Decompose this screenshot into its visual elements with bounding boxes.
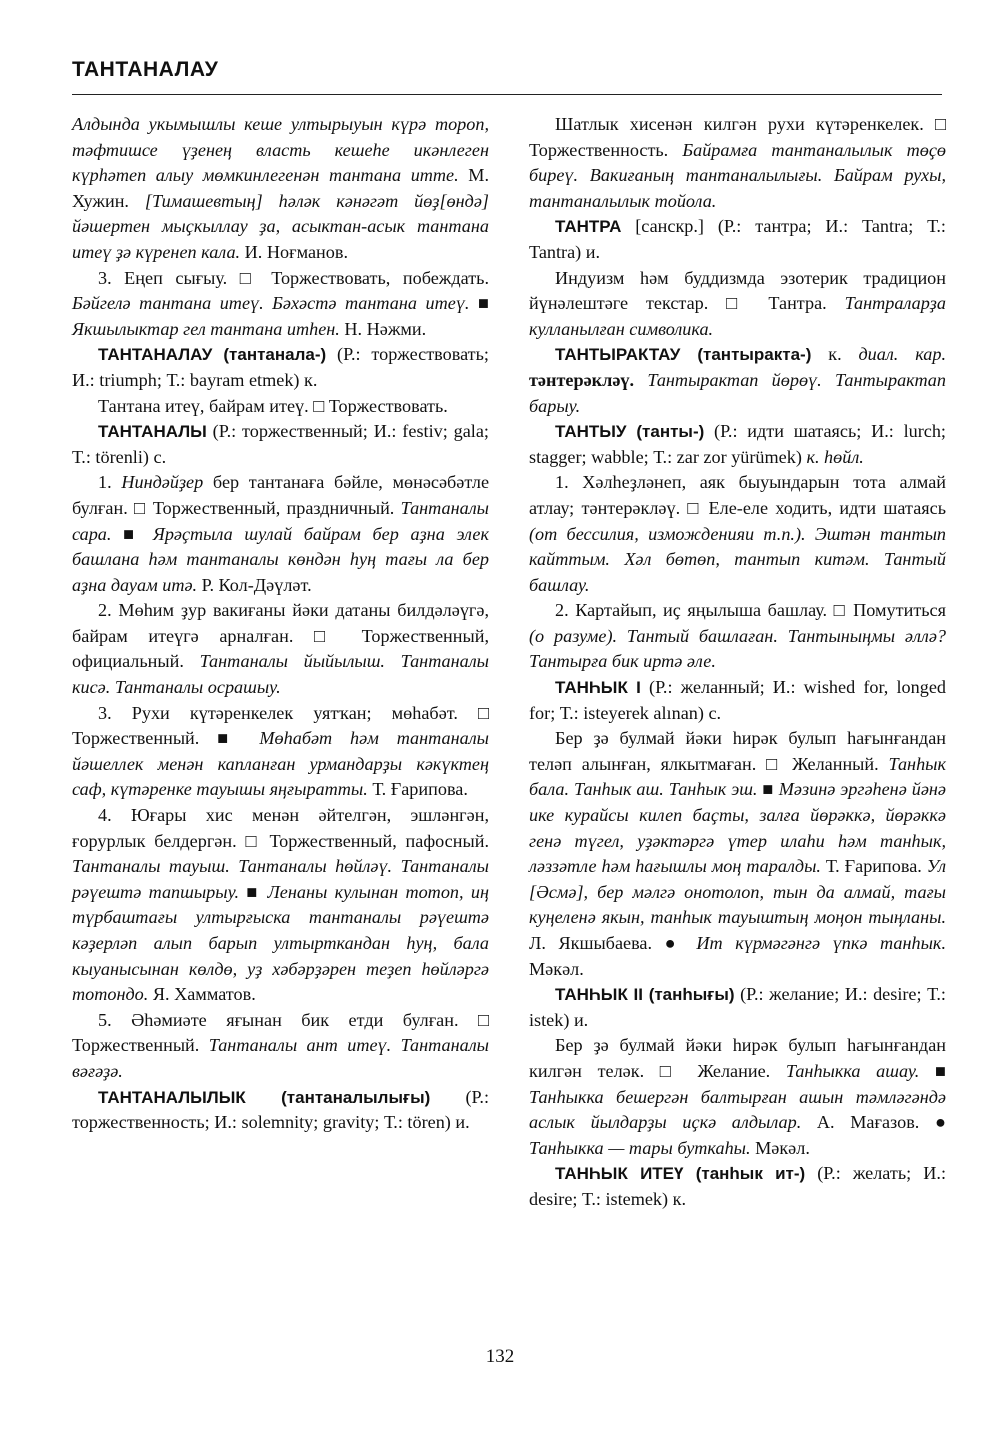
headword: ТАНТЫРАКТАУ (тантыракта-) — [555, 345, 812, 365]
page-header — [72, 58, 942, 82]
definition: Бер ҙә булмай йәки һирәк булып һағынғандан килгән теләк. □ Желание. Танһыкка ашау. ■ Танһыкка бешергән балтырған ашын тәмләгәндә аслык йылдарҙы иҫкә алдылар. А. Мағазов. ● Танһыкка — тары буткаһы. Мәкәл. — [529, 1035, 946, 1158]
headword: ТАНТАНАЛАУ (тантанала-) — [98, 345, 327, 365]
headword: ТАНТЫУ (танты-) — [555, 422, 705, 442]
sense-3: 3. Рухи күтәренкелек уятҡан; мөһабәт. □ Торжественный. ■ Мөһабәт һәм тантаналы йәшеллек менән капланған урмандарҙы кәкүктең саф, күтәренке тауышы яңғыратты. Т. Ғарипова. — [72, 702, 489, 800]
headword: ТАНҺЫК ИТЕҮ (танһык ит-) — [555, 1164, 806, 1184]
headword: ТАНҺЫК I — [555, 678, 641, 698]
entry-tantyraktau: ТАНТЫРАКТАУ (тантыракта-) к. диал. кар. тәнтерәкләү. Тантырактап йөрөү. Тантырактап барыу. — [529, 344, 946, 416]
entry-tantanalylyk: ТАНТАНАЛЫЛЫК (тантаналылығы) (Р.: торжественность; И.: solemnity; gravity; Т.: tören) и. — [72, 1086, 489, 1133]
headword: ТАНТАНАЛЫ — [98, 422, 207, 442]
citation-paragraph: Алдында укымышлы кеше ултырыуын күрә тороп, тәфтишсе үҙенең власть кешеһе икәнлеген күрһәтеп алыу мөмкинлегенән тантана итте. М. Хужин. [Тимашевтың] һәләк кәнәгәт йөҙ[өндә] йәшертен мыҫкыллау ҙа, асыктан-асык тантана итеү ҙә күренеп кала. И. Ноғманов. — [72, 114, 489, 262]
headword: ТАНТРА — [555, 217, 622, 237]
left-column — [72, 112, 489, 1136]
entry-tanhyk-iteu: ТАНҺЫК ИТЕҮ (танһык ит-) (Р.: желать; И.: desire; Т.: istemek) к. — [529, 1163, 946, 1209]
entry-tantanaly: ТАНТАНАЛЫ (Р.: торжественный; И.: festiv; gala; Т.: törenli) с. — [72, 421, 489, 467]
sense-2: 2. Мөһим ҙур вакиғаны йәки датаны билдәләүгә, байрам итеүгә арналған. □ Торжественный, официальный. Тантаналы йыйылыш. Тантаналы кисә. Тантаналы осрашыу. — [72, 600, 490, 698]
definition: Индуизм һәм буддизмда эзотерик традицион йүнәлештәге текстар. □ Тантра. Тантраларҙа кулланылған символика. — [529, 267, 946, 339]
headword: ТАНҺЫК II (танһығы) — [555, 985, 735, 1005]
running-head: ТАНТАНАЛАУ — [72, 58, 219, 81]
definition: Бер ҙә булмай йәки һирәк булып һағынғандан теләп алынған, ялкытмаған. □ Желанный. Танһык бала. Танһык аш. Танһык эш. ■ Мәзинә эргәһенә йәнә ике курайсы килеп баҫты, залға йөрәккә, йөрәккә генә түгел, уҙәктәргә үтер илаһи һәм танһык, ләззәтле һәм һағышлы моң таралды. Т. Ғарипова. Ул [Әсмә], бер мәлгә онотолоп, тын да алмай, тағы куңеленә якын, танһык тауыштың моңон тыңланы. Л. Якшыбаева. ● Ит күрмәгәнгә үпкә танһык. Мәкәл. — [529, 728, 947, 979]
right-column — [529, 112, 946, 1213]
sense-3-tantana: 3. Еңеп сығыу. □ Торжествовать, побеждать. Бәйгелә тантана итеү. Бәхәстә тантана итеү. ■ Якшылыктар гел тантана итһен. Н. Нәжми. — [72, 267, 489, 339]
header-rule — [72, 94, 942, 95]
sense-1: 1. Ниндәйҙер бер тантанаға бәйле, мөнәсәбәтле булған. □ Торжественный, праздничный. Тантаналы сара. ■ Ярәҫтыла шулай байрам бер аҙна элек башлана һәм тантаналы көндән һуң тағы ла бер аҙна дауам итә. Р. Кол-Дәүләт. — [72, 472, 490, 595]
definition: Шатлык хисенән килгән рухи күтәренкелек. □ Торжественность. Байрамға тантаналылык төҫө биреү. Вакиғаның тантаналылығы. Байрам рухы, тантаналылык тойола. — [529, 114, 946, 211]
sense-2: 2. Картайып, иҫ яңылыша башлау. □ Помутиться (о разуме). Тантый башлаған. Тантыныңмы әллә? Тантырға бик иртә әле. — [529, 600, 946, 672]
entry-tantyu: ТАНТЫУ (танты-) (Р.: идти шатаясь; И.: lurch; stagger; wabble; Т.: zar zor yürümek) к. һөйл. — [529, 421, 946, 467]
entry-tantanalau: ТАНТАНАЛАУ (тантанала-) (Р.: торжествовать; И.: triumph; Т.: bayram etmek) к. — [72, 344, 489, 390]
entry-tanhyk-1: ТАНҺЫК I (Р.: желанный; И.: wished for, longed for; Т.: isteyerek alınan) с. — [529, 677, 946, 723]
page-number: 132 — [485, 1346, 515, 1367]
sense-4: 4. Юғары хис менән әйтелгән, эшләнгән, ғорурлык белдергән. □ Торжественный, пафосный. Тантаналы тауыш. Тантаналы һөйләү. Тантаналы рәүештә тапшырыу. ■ Ленаны кулынан тотоп, иң түрбаштағы ултырғыска тантаналы рәүештә кәҙерләп алып барып ултырткандан һуң, бала кыуанысынан көлдө, уҙ хәбәрҙәрен теҙеп һөйләргә тотондо. Я. Хамматов. — [72, 805, 489, 1005]
headword: ТАНТАНАЛЫЛЫК (тантаналылығы) — [98, 1087, 431, 1107]
sense-1: 1. Хәлһеҙләнеп, аяк быуындарын тота алмай атлау; тәнтерәкләү. □ Еле-еле ходить, идти шатаясь (от бессилия, изможденияи т.п.). Эштән тантып кайттым. Хәл бөтөп, тантып китәм. Тантый башлау. — [529, 472, 946, 595]
entry-tantra: ТАНТРА [санскр.] (Р.: тантра; И.: Tantra; Т.: Tantra) и. — [529, 216, 946, 262]
entry-tanhyk-2: ТАНҺЫК II (танһығы) (Р.: желание; И.: desire; Т.: istek) и. — [529, 984, 946, 1030]
definition: Тантана итеү, байрам итеү. □ Торжествовать. — [98, 395, 448, 416]
sense-5: 5. Әһәмиәте яғынан бик етди булған. □ Торжественный. Тантаналы ант итеү. Тантаналы вәғәҙә. — [72, 1009, 489, 1081]
